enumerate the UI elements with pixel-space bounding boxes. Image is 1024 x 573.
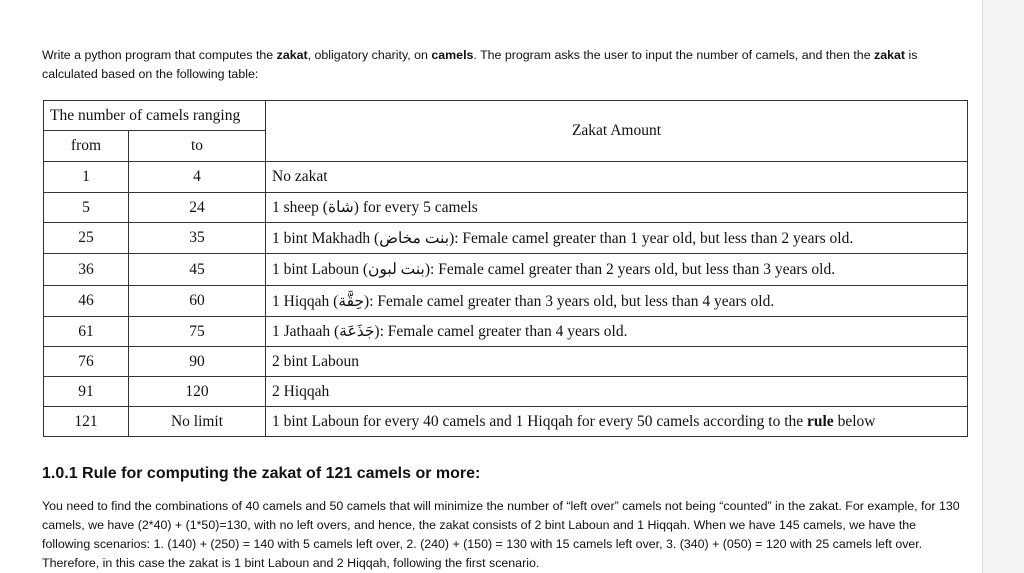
cell-from: 76 bbox=[44, 347, 129, 377]
cell-from: 5 bbox=[44, 193, 129, 223]
cell-amount: 2 bint Laboun bbox=[266, 347, 968, 377]
table-row bbox=[44, 347, 968, 377]
cell-to: No limit bbox=[129, 407, 266, 437]
table-row bbox=[44, 317, 968, 347]
table-row bbox=[44, 377, 968, 407]
header-to: to bbox=[129, 131, 266, 162]
section-heading: 1.0.1 Rule for computing the zakat of 121 camels or more: bbox=[42, 465, 481, 482]
table-row bbox=[44, 223, 968, 254]
cell-amount: 1 bint Makhadh (بنت مخاض): Female camel greater than 1 year old, but less than 2 years old. bbox=[266, 223, 968, 254]
header-range: The number of camels ranging bbox=[44, 101, 266, 131]
cell-amount: 2 Hiqqah bbox=[266, 377, 968, 407]
cell-amount: 1 bint Laboun (بنت لبون): Female camel greater than 2 years old, but less than 3 years old. bbox=[266, 254, 968, 286]
rule-reference: rule bbox=[807, 412, 834, 430]
table-row bbox=[44, 162, 968, 193]
table-header-row bbox=[44, 101, 968, 131]
cell-amount: 1 sheep (شاة) for every 5 camels bbox=[266, 193, 968, 223]
zakat-table bbox=[43, 100, 968, 437]
intro-paragraph bbox=[42, 46, 972, 84]
table-row bbox=[44, 193, 968, 223]
amount-text: below bbox=[833, 412, 876, 430]
cell-from: 61 bbox=[44, 317, 129, 347]
cell-from: 25 bbox=[44, 223, 129, 254]
cell-from: 1 bbox=[44, 162, 129, 193]
intro-text: . The program asks the user to input the number of camels, and then the bbox=[473, 48, 875, 62]
cell-to: 75 bbox=[129, 317, 266, 347]
cell-to: 120 bbox=[129, 377, 266, 407]
rule-paragraph: You need to find the combinations of 40 camels and 50 camels that will minimize the number of “left over” camels not being “counted” in the zakat. For example, for 130 camels, we have (2*40) + (1*50)=130, with no left overs, and hence, the zakat consists of 2 bint Laboun and 1 Hiqqah. When we have 145 camels, we have the following scenarios: 1. (140) + (250) = 140 with 5 camels left over, 2. (240) + (150) = 130 with 15 camels left over, 3. (340) + (050) = 120 with 25 camels left over. Therefore, in this case the zakat is 1 bint Laboun and 2 Hiqqah, following the first scenario. bbox=[42, 499, 960, 570]
cell-to: 24 bbox=[129, 193, 266, 223]
cell-amount: No zakat bbox=[266, 162, 968, 193]
header-from: from bbox=[44, 131, 129, 162]
intro-bold-zakat: zakat bbox=[276, 48, 308, 62]
intro-text: Write a python program that computes the bbox=[42, 48, 277, 62]
cell-amount: 1 Jathaah (جَذَعَة): Female camel greater than 4 years old. bbox=[266, 317, 968, 347]
cell-from: 46 bbox=[44, 286, 129, 317]
intro-text: , obligatory charity, on bbox=[307, 48, 432, 62]
cell-to: 45 bbox=[129, 254, 266, 286]
amount-text: 1 bint Laboun for every 40 camels and 1 Hiqqah for every 50 camels according to the bbox=[272, 412, 807, 430]
cell-to: 4 bbox=[129, 162, 266, 193]
cell-to: 90 bbox=[129, 347, 266, 377]
cell-to: 60 bbox=[129, 286, 266, 317]
table-row bbox=[44, 254, 968, 286]
cell-from: 36 bbox=[44, 254, 129, 286]
table-row bbox=[44, 407, 968, 437]
intro-text: is calculated based on the following table: bbox=[42, 48, 918, 81]
cell-from: 91 bbox=[44, 377, 129, 407]
table-row bbox=[44, 286, 968, 317]
side-panel bbox=[982, 0, 1024, 573]
cell-to: 35 bbox=[129, 223, 266, 254]
intro-bold-camels: camels bbox=[431, 48, 474, 62]
cell-from: 121 bbox=[44, 407, 129, 437]
cell-amount: 1 Hiqqah (حِقَّة): Female camel greater than 3 years old, but less than 4 years old. bbox=[266, 286, 968, 317]
intro-bold-zakat: zakat bbox=[874, 48, 906, 62]
header-amount: Zakat Amount bbox=[266, 101, 968, 162]
cell-amount bbox=[266, 407, 968, 437]
